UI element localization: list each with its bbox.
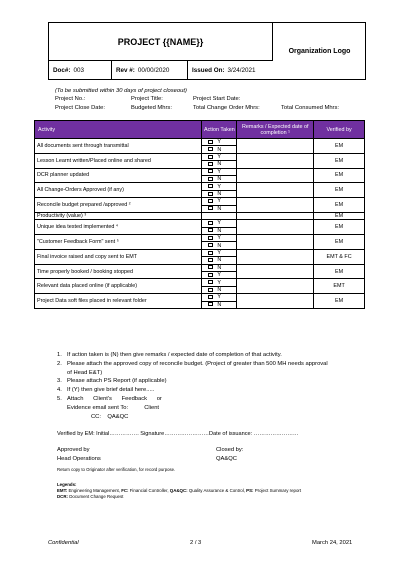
action-option-first[interactable]: Y (202, 220, 237, 227)
verified-cell: EM (314, 139, 365, 154)
note-3: Please attach PS Report (if applicable) (67, 378, 167, 385)
legends (57, 482, 301, 501)
verified-cell: EM (314, 153, 365, 168)
activity-cell: Final invoice raised and copy sent to EMT (35, 249, 202, 264)
remarks-cell (237, 212, 314, 219)
activity-cell: All documents sent through transmittal (35, 139, 202, 154)
activity-cell: Reconcile budget prepared /approved ² (35, 198, 202, 213)
verified-cell: EM (314, 220, 365, 235)
project-close-label: Project Close Date: (55, 104, 105, 111)
document-title: PROJECT {{NAME}} (49, 23, 273, 61)
table-row (35, 183, 365, 190)
footnotes: 1. If action taken is (N) then give remarks / expected date of completion of that activity. 2. Please attach the approved copy of reconcile budget. (Project of greater than 500 MH needs approval of Head E&T) 3. Please attach PS Report (if applicable) 4. If (Y) then give brief detail here..... 5. Attach Client's Feedback or Evidence email sent To: Client CC: QA&QC (57, 352, 328, 420)
table-row (35, 294, 365, 301)
legends-line-1: EMT: Engineering Management, FC: Financial Controller, QA&QC: Quality Assurance & Control, PS: Project Summary report (57, 488, 302, 494)
footer-date: March 24, 2021 (312, 540, 353, 546)
checkbox-icon[interactable] (208, 295, 213, 299)
total-change-label: Total Change Order Mhrs: (193, 104, 260, 111)
document-header (48, 22, 366, 80)
activity-cell: Unique idea tested implemented ⁴ (35, 220, 202, 235)
note-5: Attach Client's Feedback or (67, 395, 162, 402)
action-option-first[interactable]: Y (202, 249, 237, 256)
activity-cell: Time properly booked / booking stopped (35, 264, 202, 279)
note-5-cont: Evidence email sent To: Client (67, 404, 160, 411)
verified-cell: EM (314, 183, 365, 198)
checkbox-icon[interactable] (208, 221, 213, 225)
activity-cell: Relevant data placed online (if applicable) (35, 279, 202, 294)
closed-by-label: Closed by: (216, 447, 244, 453)
remarks-cell[interactable] (237, 153, 314, 168)
table-row (35, 139, 365, 146)
submission-note: (To be submitted within 30 days of project closeout) (55, 88, 187, 94)
table-row (35, 168, 365, 175)
activity-cell: Productivity (value) ³ (35, 212, 202, 219)
action-option-first[interactable]: Y (202, 235, 237, 242)
organization-logo: Organization Logo (288, 48, 351, 55)
rev-number: Rev #: 00/00/2020 (112, 61, 188, 80)
verified-cell: EM (314, 264, 365, 279)
checkbox-icon[interactable] (208, 192, 213, 196)
verified-cell: EM (314, 168, 365, 183)
remarks-cell[interactable] (237, 264, 314, 279)
project-no-label: Project No.: (55, 96, 86, 103)
action-option-second[interactable]: N (202, 190, 237, 197)
table-row (35, 153, 365, 160)
remarks-cell[interactable] (237, 235, 314, 250)
action-option-first[interactable]: Y (202, 279, 237, 286)
checkbox-icon[interactable] (208, 273, 213, 277)
activity-cell: Lesson Learnt written/Placed online and shared (35, 153, 202, 168)
action-option-second[interactable]: N (202, 301, 237, 308)
verified-cell: EM (314, 294, 365, 309)
checkbox-icon[interactable] (208, 177, 213, 181)
checkbox-icon[interactable] (208, 184, 213, 188)
closeout-checklist-table (34, 120, 365, 309)
verified-header: Verified by (314, 121, 365, 139)
action-option-second[interactable]: Y (202, 272, 237, 279)
return-note: Return copy to Originator after verification, for record purpose. (57, 467, 176, 472)
budgeted-mhrs-label: Budgeted Mhrs: (131, 104, 172, 111)
action-option-first[interactable]: N (202, 264, 237, 271)
verified-cell: EMT (314, 279, 365, 294)
action-option-second[interactable]: N (202, 257, 237, 264)
checkbox-icon[interactable] (208, 288, 213, 292)
action-option-second[interactable]: N (202, 242, 237, 249)
verified-cell: EM (314, 198, 365, 213)
remarks-cell[interactable] (237, 249, 314, 264)
remarks-cell[interactable] (237, 139, 314, 154)
checkbox-icon[interactable] (208, 265, 213, 269)
checkbox-icon[interactable] (208, 280, 213, 284)
table-row (35, 235, 365, 242)
note-1: If action taken is (N) then give remarks / expected date of completion of that activity. (67, 352, 282, 358)
checkbox-icon[interactable] (208, 199, 213, 203)
action-cell (202, 212, 237, 219)
footer-page-number: 2 / 3 (190, 540, 202, 546)
action-option-first[interactable]: Y (202, 183, 237, 190)
remarks-cell[interactable] (237, 279, 314, 294)
checkbox-icon[interactable] (208, 155, 213, 159)
qaqc-label: QA&QC (216, 455, 237, 462)
action-option-first[interactable]: Y (202, 153, 237, 160)
table-row (35, 249, 365, 256)
table-row (35, 220, 365, 227)
closed-block (216, 446, 243, 463)
verified-cell: EMT & FC (314, 249, 365, 264)
table-row (35, 212, 365, 219)
remarks-cell[interactable] (237, 198, 314, 213)
action-option-first[interactable]: Y (202, 198, 237, 205)
verified-cell: EM (314, 212, 365, 219)
action-option-second[interactable]: N (202, 161, 237, 168)
table-row (35, 198, 365, 205)
approved-block (57, 446, 101, 463)
action-option-first[interactable]: Y (202, 168, 237, 175)
checkbox-icon[interactable] (208, 140, 213, 144)
activity-header: Activity (35, 121, 202, 139)
checkbox-icon[interactable] (208, 228, 213, 232)
checkbox-icon[interactable] (208, 243, 213, 247)
remarks-cell[interactable] (237, 183, 314, 198)
note-2: Please attach the approved copy of reconcile budget. (Project of greater than 500 MH needs approval (67, 360, 328, 367)
issued-on: Issued On: 3/24/2021 (192, 67, 256, 74)
project-info (55, 87, 339, 112)
note-5-cc: CC: QA&QC (91, 413, 129, 420)
activity-cell: DCR planner updated (35, 168, 202, 183)
remarks-cell[interactable] (237, 220, 314, 235)
table-row (35, 279, 365, 286)
checkbox-icon[interactable] (208, 302, 213, 306)
activity-cell: All Change-Orders Approved (if any) (35, 183, 202, 198)
note-2-cont: of Head E&T) (67, 369, 103, 376)
table-row (35, 264, 365, 271)
remarks-header: Remarks / Expected date of completion ¹ (237, 121, 314, 139)
action-option-second[interactable]: N (202, 175, 237, 182)
action-option-first[interactable]: Y (202, 139, 237, 146)
action-option-second[interactable]: N (202, 227, 237, 234)
action-option-second[interactable]: N (202, 286, 237, 293)
head-operations-label: Head Operations (57, 455, 101, 462)
legends-title: Legends: (57, 482, 77, 487)
total-consumed-label: Total Consumed Mhrs: (281, 104, 339, 111)
remarks-cell[interactable] (237, 294, 314, 309)
remarks-cell[interactable] (237, 168, 314, 183)
action-option-second[interactable]: N (202, 205, 237, 212)
note-4: If (Y) then give brief detail here..... (67, 387, 155, 394)
doc-number: Doc#: 003 (49, 61, 112, 80)
action-option-first[interactable]: Y (202, 294, 237, 301)
checkbox-icon[interactable] (208, 147, 213, 151)
checkbox-icon[interactable] (208, 236, 213, 240)
verified-cell: EM (314, 235, 365, 250)
activity-cell: Project Data soft files placed in relevant folder (35, 294, 202, 309)
checkbox-icon[interactable] (208, 251, 213, 255)
project-title-label: Project Title: (131, 96, 163, 103)
checkbox-icon[interactable] (208, 206, 213, 210)
activity-cell: "Customer Feedback Form" sent ⁵ (35, 235, 202, 250)
verification-signature-line: Verified by EM: Initial……………. Signature……………………Date of issuance: …………………… (57, 431, 299, 437)
approved-by-label: Approved by (57, 447, 90, 453)
project-start-label: Project Start Date: (193, 96, 241, 103)
checkbox-icon[interactable] (208, 169, 213, 173)
checkbox-icon[interactable] (208, 258, 213, 262)
footer-confidential: Confidential (48, 540, 79, 546)
checkbox-icon[interactable] (208, 162, 213, 166)
action-header: Action Taken (202, 121, 237, 139)
action-option-second[interactable]: N (202, 146, 237, 153)
legends-line-2: DCR: Document Change Request (57, 494, 124, 500)
